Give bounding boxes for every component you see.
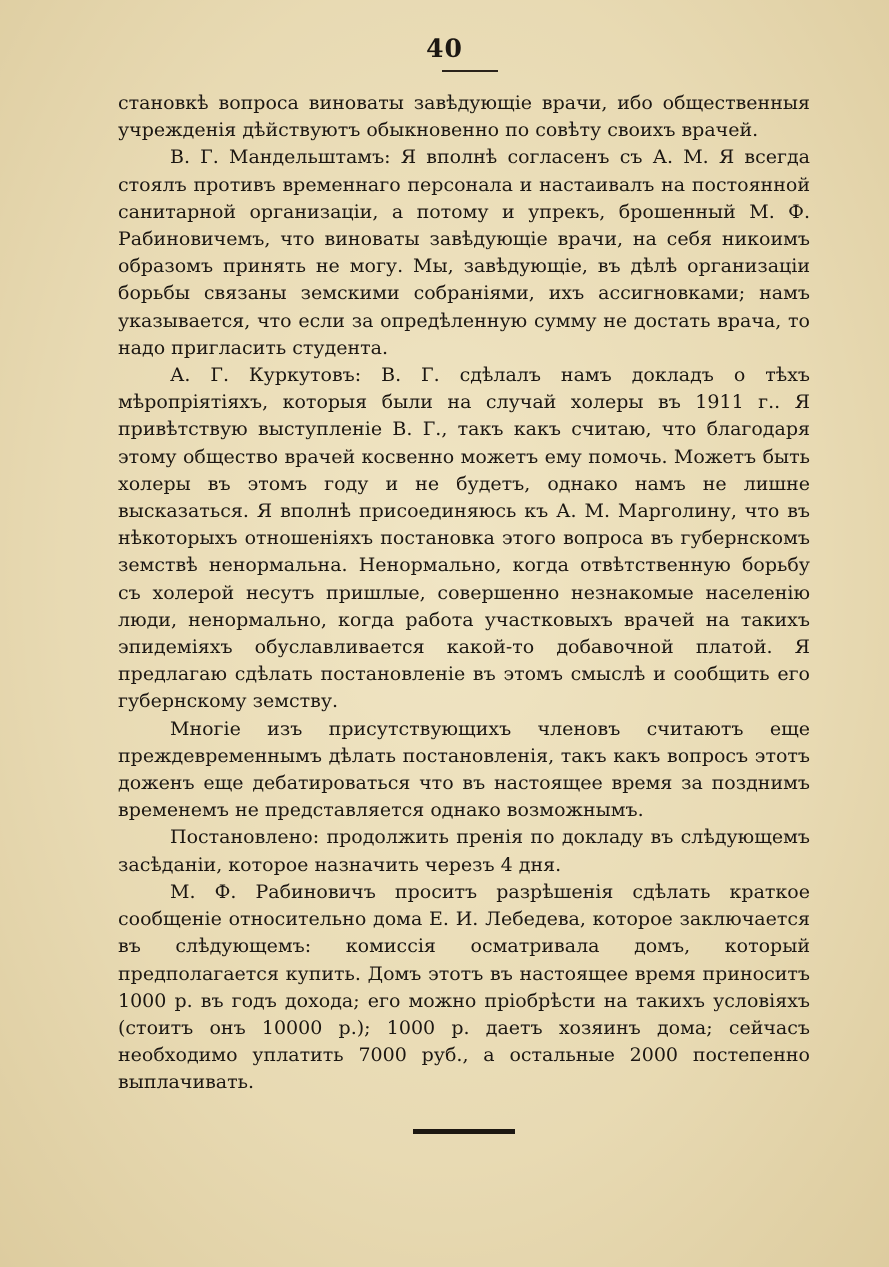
paragraph-4: Многіе изъ присутствующихъ членовъ считаютъ еще преждевременнымъ дѣлать постановленія, такъ какъ вопросъ этотъ доженъ еще дебатироваться что въ настоящее время за позднимъ временемъ не представляется однако возможнымъ. <box>118 717 810 822</box>
end-divider <box>413 1129 515 1134</box>
paragraph-3: А. Г. Куркутовъ: В. Г. сдѣлалъ намъ докладъ о тѣхъ мѣропріятіяхъ, которыя были на случай холеры въ 1911 г.. Я привѣтствую выступленіе В. Г., такъ какъ считаю, что благодаря этому общество врачей косвенно можетъ ему помочь. Можетъ быть холеры въ этомъ году и не будетъ, однако намъ не лишне высказаться. Я вполнѣ присоединяюсь къ А. М. Марголину, что въ нѣкоторыхъ отношеніяхъ постановка этого вопроса въ губернскомъ земствѣ ненормальна. Ненормально, когда отвѣтственную борьбу съ холерой несутъ пришлые, совершенно незнакомые населенію люди, ненормально, когда работа участковыхъ врачей на такихъ эпидеміяхъ обуславливается какой-то добавочной платой. Я предлагаю сдѣлать постановленіе въ этомъ смыслѣ и сообщить его губернскому земству. <box>118 364 810 713</box>
page-number-underline <box>442 70 498 72</box>
body-text <box>118 90 810 1097</box>
page-number: 40 <box>426 34 463 63</box>
paragraph-1: становкѣ вопроса виноваты завѣдующіе врачи, ибо общественныя учрежденія дѣйствуютъ обыкновенно по совѣту своихъ врачей. <box>118 92 810 142</box>
paragraph-2: В. Г. Мандельштамъ: Я вполнѣ согласенъ съ А. М. Я всегда стоялъ противъ временнаго персонала и настаивалъ на постоянной санитарной организаціи, а потому и упрекъ, брошенный М. Ф. Рабиновичемъ, что виноваты завѣдующіе врачи, на себя никоимъ образомъ принять не могу. Мы, завѣдующіе, въ дѣлѣ организаціи борьбы связаны земскими собраніями, ихъ ассигновками; намъ указывается, что если за опредѣленную сумму не достать врача, то надо пригласить студента. <box>118 146 810 359</box>
paragraph-6: М. Ф. Рабиновичъ проситъ разрѣшенія сдѣлать краткое сообщеніе относительно дома Е. И. Лебедева, которое заключается въ слѣдующемъ: комиссія осматривала домъ, который предполагается купить. Домъ этотъ въ настоящее время приноситъ 1000 р. въ годъ дохода; его можно пріобрѣсти на такихъ условіяхъ (стоитъ онъ 10000 р.); 1000 р. даетъ хозяинъ дома; сейчасъ необходимо уплатить 7000 руб., а остальные 2000 постепенно выплачивать. <box>118 880 810 1094</box>
paragraph-5: Постановлено: продолжить пренія по докладу въ слѣдующемъ засѣданіи, которое назначить черезъ 4 дня. <box>118 826 810 876</box>
